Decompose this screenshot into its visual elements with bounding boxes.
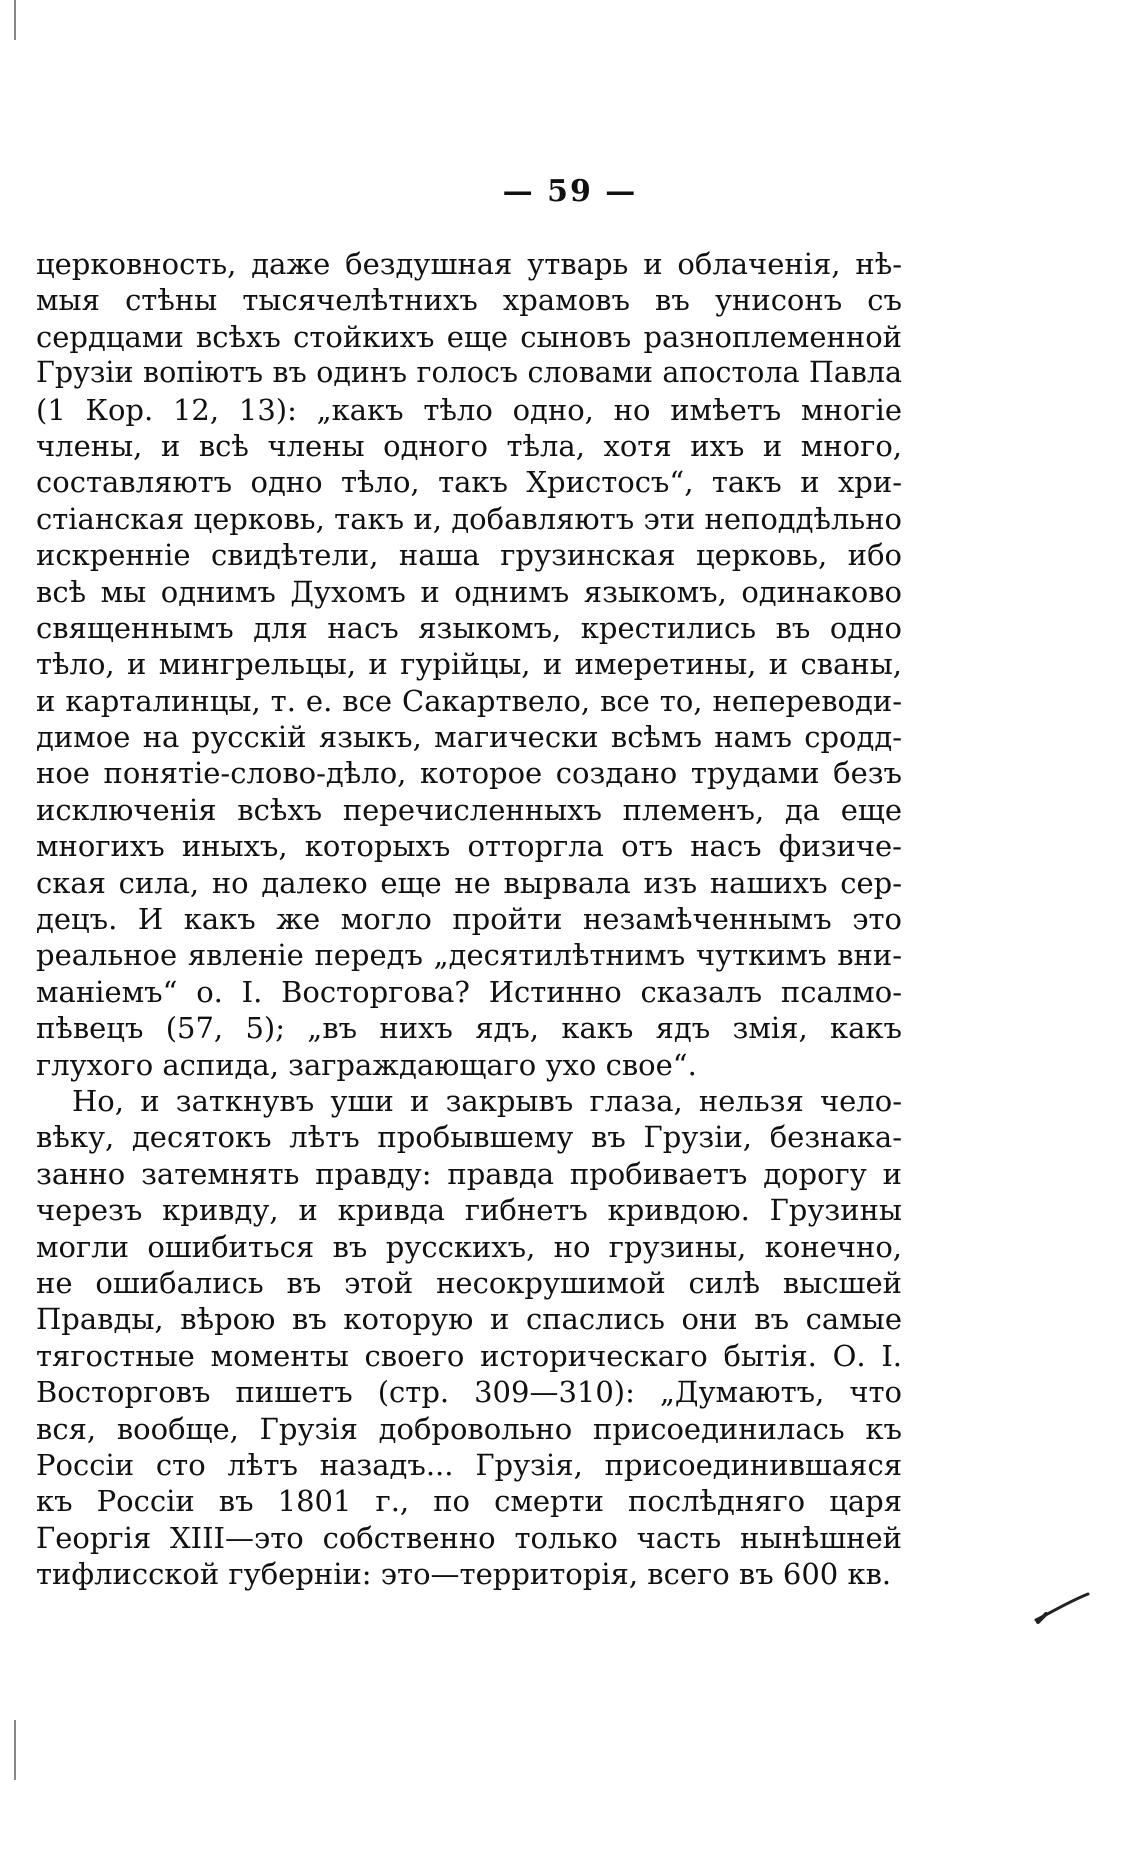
text-line: маніемъ“ о. I. Восторгова? Истинно сказалъ псалмо- [36, 974, 902, 1009]
text-line: къ Россіи въ 1801 г., по смерти послѣдняго царя [36, 1484, 902, 1519]
text-line: составляютъ одно тѣло, такъ Христосъ“, такъ и хри- [36, 465, 902, 500]
text-line: Но, и заткнувъ уши и закрывъ глаза, нельзя чело- [72, 1083, 902, 1118]
text-line: децъ. И какъ же могло пройти незамѣченнымъ это [36, 902, 902, 937]
text-line: димое на русскій языкъ, магически всѣмъ намъ сродд- [36, 720, 902, 755]
text-line: реальное явленіе передъ „десятилѣтнимъ чуткимъ вни- [36, 938, 902, 973]
text-line: глухого аспида, заграждающаго ухо свое“. [36, 1047, 697, 1082]
text-line: сердцами всѣхъ стойкихъ еще сыновъ разноплеменной [36, 319, 902, 354]
text-line: Правды, вѣрою въ которую и спаслись они въ самые [36, 1302, 902, 1337]
text-line: занно затемнять правду: правда пробиваетъ дорогу и [36, 1156, 902, 1191]
text-line: члены, и всѣ члены одного тѣла, хотя ихъ и много, [36, 428, 902, 463]
text-line: не ошибались въ этой несокрушимой силѣ высшей [36, 1265, 902, 1300]
paragraph-2 [36, 1083, 902, 1592]
text-line: вся, вообще, Грузія добровольно присоединилась къ [36, 1411, 902, 1446]
text-line: всѣ мы однимъ Духомъ и однимъ языкомъ, одинаково [36, 574, 902, 609]
text-line: тифлисской губерніи: это—территорія, всего въ 600 кв. [36, 1557, 892, 1592]
text-line: тягостные моменты своего историческаго бытія. О. I. [36, 1338, 902, 1373]
paragraph-1 [36, 246, 902, 1083]
text-line: стіанская церковь, такъ и, добавляютъ эти неподдѣльно [36, 501, 902, 536]
text-line: ное понятіе-слово-дѣло, которое создано трудами безъ [36, 756, 902, 791]
text-line: многихъ иныхъ, которыхъ отторгла отъ насъ физиче- [36, 829, 902, 864]
text-line: (1 Кор. 12, 13): „какъ тѣло одно, но имѣетъ многіе [36, 392, 902, 427]
text-line: могли ошибиться въ русскихъ, но грузины, конечно, [36, 1229, 902, 1264]
text-line: Георгія XIII—это собственно только часть нынѣшней [36, 1520, 902, 1555]
text-line: и карталинцы, т. е. все Сакартвело, все то, непереводи- [36, 683, 902, 718]
text-line: Россіи сто лѣтъ назадъ... Грузія, присоединившаяся [36, 1447, 902, 1482]
scan-edge-mark [14, 1720, 16, 1780]
text-line: церковность, даже бездушная утварь и облаченія, нѣ- [36, 247, 902, 281]
text-line: мыя стѣны тысячелѣтнихъ храмовъ въ унисонъ съ [36, 283, 902, 318]
text-line: ская сила, но далеко еще не вырвала изъ нашихъ сер- [36, 865, 902, 900]
text-line: Грузіи вопіютъ въ одинъ голосъ словами апостола Павла [36, 356, 902, 390]
text-line: искренніе свидѣтели, наша грузинская церковь, ибо [36, 538, 902, 573]
body-text [36, 246, 902, 1592]
text-line: священнымъ для насъ языкомъ, крестились въ одно [36, 610, 902, 645]
text-line: пѣвецъ (57, 5); „въ нихъ ядъ, какъ ядъ змія, какъ [36, 1011, 902, 1046]
page-number: — 59 — [502, 174, 638, 209]
text-line: вѣку, десятокъ лѣтъ пробывшему въ Грузіи, безнака- [36, 1120, 902, 1155]
text-line: исключенія всѣхъ перечисленныхъ племенъ, да еще [36, 792, 902, 827]
scan-edge-mark [14, 0, 16, 40]
ink-mark-icon [1032, 1588, 1092, 1628]
text-line: Восторговъ пишетъ (стр. 309—310): „Думаютъ, что [36, 1375, 902, 1410]
text-line: тѣло, и мингрельцы, и гурійцы, и имеретины, и сваны, [36, 647, 902, 682]
text-line: черезъ кривду, и кривда гибнетъ кривдою. Грузины [36, 1193, 902, 1228]
